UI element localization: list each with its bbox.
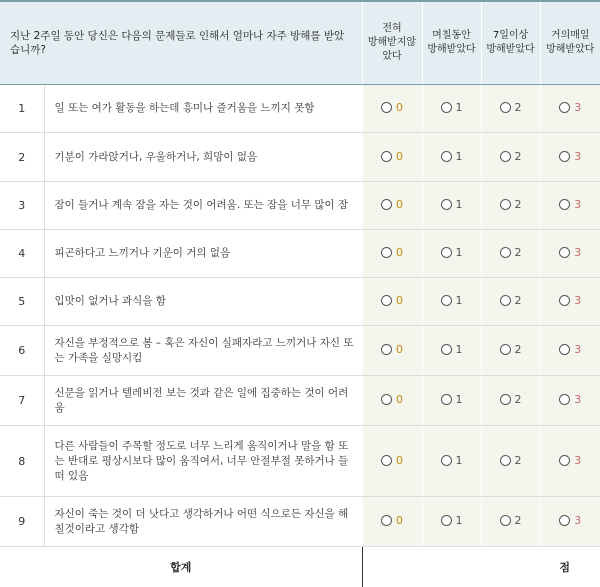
answer-value: 2: [514, 343, 522, 356]
question-text: 입맛이 없거나 과식을 함: [44, 278, 362, 326]
answer-radio-option[interactable]: [559, 393, 581, 406]
answer-value: 1: [455, 294, 463, 307]
radio-circle-icon[interactable]: [559, 151, 570, 162]
answer-cell: [362, 85, 422, 133]
option-header-line: 았다: [382, 51, 402, 62]
question-row: [0, 133, 600, 182]
answer-cell: [540, 326, 600, 376]
answer-radio-option[interactable]: [559, 150, 581, 163]
answer-radio-option[interactable]: [559, 514, 581, 527]
answer-radio-option[interactable]: [559, 343, 581, 356]
answer-value: 1: [455, 198, 463, 211]
answer-value: 0: [396, 246, 403, 259]
answer-value: 1: [455, 514, 463, 527]
answer-cell: [481, 426, 540, 497]
answer-cell: [362, 278, 422, 326]
radio-circle-icon[interactable]: [559, 344, 570, 355]
radio-circle-icon[interactable]: [500, 247, 511, 258]
question-number: 5: [0, 278, 44, 326]
answer-value: 3: [574, 514, 582, 527]
answer-radio-option[interactable]: [500, 514, 522, 527]
answer-value: 3: [574, 343, 582, 356]
answer-cell: [481, 230, 540, 278]
question-row: [0, 85, 600, 133]
answer-value: 2: [514, 149, 522, 163]
answer-cell: [422, 426, 481, 497]
radio-circle-icon[interactable]: [441, 247, 452, 258]
question-number: 1: [0, 85, 44, 133]
radio-circle-icon[interactable]: [500, 394, 511, 405]
header-row: [0, 1, 600, 85]
radio-circle-icon[interactable]: [381, 102, 392, 113]
answer-cell: [362, 376, 422, 426]
radio-circle-icon[interactable]: [500, 151, 511, 162]
radio-circle-icon[interactable]: [381, 394, 392, 405]
answer-value: 1: [455, 343, 463, 356]
answer-value: 0: [396, 343, 403, 356]
radio-circle-icon[interactable]: [381, 295, 392, 306]
answer-cell: [481, 326, 540, 376]
answer-value: 3: [574, 149, 582, 163]
option-header-line: 7일이상: [492, 30, 529, 41]
question-text: 다른 사람들이 주목할 정도로 너무 느리게 움직이거나 말을 함 또는 반대로 평상시보다 많이 움직여서, 너무 안절부절 못하거나 들떠 있음: [44, 426, 362, 497]
answer-cell: [481, 376, 540, 426]
question-row: [0, 182, 600, 230]
answer-cell: [540, 230, 600, 278]
answer-radio-option[interactable]: [500, 393, 522, 406]
question-row: [0, 230, 600, 278]
radio-circle-icon[interactable]: [441, 102, 452, 113]
answer-value: 2: [514, 453, 522, 467]
radio-circle-icon[interactable]: [441, 394, 452, 405]
radio-circle-icon[interactable]: [441, 455, 452, 466]
answer-cell: [422, 182, 481, 230]
answer-radio-option[interactable]: [381, 150, 403, 163]
radio-circle-icon[interactable]: [500, 102, 511, 113]
answer-cell: [540, 278, 600, 326]
answer-value: 0: [396, 149, 403, 163]
answer-radio-option[interactable]: [441, 454, 463, 467]
answer-value: 3: [574, 246, 582, 259]
answer-radio-option[interactable]: [441, 393, 463, 406]
answer-value: 2: [514, 198, 522, 211]
option-header-2: [481, 1, 540, 85]
question-text: 피곤하다고 느끼거나 기운이 거의 없음: [44, 230, 362, 278]
answer-radio-option[interactable]: [381, 246, 403, 259]
answer-radio-option[interactable]: [441, 294, 463, 307]
radio-circle-icon[interactable]: [381, 515, 392, 526]
radio-circle-icon[interactable]: [441, 199, 452, 210]
answer-value: 2: [514, 246, 522, 259]
option-header-0: [362, 1, 422, 85]
answer-value: 1: [455, 149, 463, 163]
answer-value: 3: [574, 393, 582, 406]
answer-value: 3: [574, 453, 582, 467]
question-row: [0, 426, 600, 497]
answer-value: 0: [396, 514, 403, 527]
answer-cell: [540, 85, 600, 133]
answer-radio-option[interactable]: [441, 198, 463, 211]
question-number: 9: [0, 497, 44, 547]
radio-circle-icon[interactable]: [381, 344, 392, 355]
answer-cell: [481, 85, 540, 133]
answer-cell: [362, 230, 422, 278]
question-number: 2: [0, 133, 44, 182]
answer-value: 2: [514, 514, 522, 527]
question-number: 3: [0, 182, 44, 230]
answer-cell: [422, 85, 481, 133]
answer-value: 1: [455, 453, 463, 467]
radio-circle-icon[interactable]: [559, 102, 570, 113]
answer-radio-option[interactable]: [441, 514, 463, 527]
answer-value: 3: [574, 198, 582, 211]
total-row: [0, 547, 600, 587]
total-score-unit: 점: [362, 547, 600, 587]
question-row: [0, 497, 600, 547]
answer-value: 1: [455, 393, 463, 406]
question-row: [0, 278, 600, 326]
answer-radio-option[interactable]: [500, 198, 522, 211]
answer-radio-option[interactable]: [381, 294, 403, 307]
answer-radio-option[interactable]: [381, 514, 403, 527]
answer-cell: [422, 278, 481, 326]
question-text: 일 또는 여가 활동을 하는데 흥미나 즐거움을 느끼지 못함: [44, 85, 362, 133]
radio-circle-icon[interactable]: [559, 199, 570, 210]
answer-cell: [362, 133, 422, 182]
answer-cell: [481, 497, 540, 547]
radio-circle-icon[interactable]: [500, 344, 511, 355]
question-text: 자신을 부정적으로 봄 – 혹은 자신이 실패자라고 느끼거나 자신 또는 가족을 실망시킴: [44, 326, 362, 376]
answer-cell: [481, 133, 540, 182]
answer-cell: [422, 133, 481, 182]
answer-value: 2: [514, 294, 522, 307]
answer-radio-option[interactable]: [559, 101, 581, 114]
answer-cell: [481, 182, 540, 230]
answer-radio-option[interactable]: [441, 343, 463, 356]
answer-radio-option[interactable]: [381, 343, 403, 356]
radio-circle-icon[interactable]: [381, 199, 392, 210]
question-header: 지난 2주일 동안 당신은 다음의 문제들로 인해서 얼마나 자주 방해를 받았습니까?: [0, 1, 362, 85]
answer-cell: [422, 376, 481, 426]
total-label: 합계: [0, 547, 362, 587]
option-header-line: 방해받지않: [367, 37, 417, 48]
answer-cell: [540, 376, 600, 426]
answer-radio-option[interactable]: [500, 101, 522, 114]
answer-value: 0: [396, 453, 403, 467]
option-header-line: 방해받았다: [427, 44, 476, 55]
answer-cell: [540, 497, 600, 547]
answer-radio-option[interactable]: [559, 294, 581, 307]
question-number: 8: [0, 426, 44, 497]
question-text: 자신이 죽는 것이 더 낫다고 생각하거나 어떤 식으로든 자신을 해칠것이라고 생각함: [44, 497, 362, 547]
answer-radio-option[interactable]: [559, 198, 581, 211]
answer-cell: [362, 326, 422, 376]
radio-circle-icon[interactable]: [559, 394, 570, 405]
radio-circle-icon[interactable]: [559, 455, 570, 466]
question-number: 6: [0, 326, 44, 376]
answer-value: 0: [396, 101, 403, 114]
answer-radio-option[interactable]: [559, 454, 581, 467]
radio-circle-icon[interactable]: [441, 151, 452, 162]
question-text: 기분이 가라앉거나, 우울하거나, 희망이 없음: [44, 133, 362, 182]
radio-circle-icon[interactable]: [381, 455, 392, 466]
question-number: 7: [0, 376, 44, 426]
answer-radio-option[interactable]: [381, 198, 403, 211]
radio-circle-icon[interactable]: [381, 151, 392, 162]
answer-radio-option[interactable]: [381, 101, 403, 114]
radio-circle-icon[interactable]: [441, 515, 452, 526]
option-header-3: [540, 1, 600, 85]
answer-value: 2: [514, 101, 522, 114]
option-header-line: 방해받았다: [486, 44, 535, 55]
radio-circle-icon[interactable]: [441, 295, 452, 306]
answer-radio-option[interactable]: [500, 343, 522, 356]
radio-circle-icon[interactable]: [441, 344, 452, 355]
option-header-line: 며칠동안: [432, 30, 471, 41]
answer-radio-option[interactable]: [381, 454, 403, 467]
answer-radio-option[interactable]: [441, 150, 463, 163]
answer-cell: [422, 230, 481, 278]
answer-value: 1: [455, 101, 463, 114]
answer-radio-option[interactable]: [441, 101, 463, 114]
radio-circle-icon[interactable]: [559, 295, 570, 306]
answer-radio-option[interactable]: [559, 246, 581, 259]
radio-circle-icon[interactable]: [500, 295, 511, 306]
answer-cell: [362, 497, 422, 547]
answer-value: 2: [514, 393, 522, 406]
radio-circle-icon[interactable]: [500, 455, 511, 466]
answer-radio-option[interactable]: [500, 454, 522, 467]
question-text: 잠이 들거나 계속 잠을 자는 것이 어려움. 또는 잠을 너무 많이 잠: [44, 182, 362, 230]
answer-value: 0: [396, 294, 403, 307]
question-rows: [0, 85, 600, 547]
option-header-line: 방해받았다: [546, 44, 595, 55]
question-row: [0, 376, 600, 426]
answer-cell: [422, 326, 481, 376]
answer-value: 0: [396, 393, 403, 406]
answer-cell: [422, 497, 481, 547]
radio-circle-icon[interactable]: [500, 199, 511, 210]
answer-value: 3: [574, 294, 582, 307]
answer-radio-option[interactable]: [500, 246, 522, 259]
question-text: 신문을 읽거나 텔레비전 보는 것과 같은 일에 집중하는 것이 어려움: [44, 376, 362, 426]
option-header-line: 거의매일: [550, 30, 590, 41]
radio-circle-icon[interactable]: [500, 515, 511, 526]
answer-radio-option[interactable]: [441, 246, 463, 259]
answer-radio-option[interactable]: [500, 294, 522, 307]
question-number: 4: [0, 230, 44, 278]
answer-radio-option[interactable]: [500, 150, 522, 163]
answer-cell: [362, 182, 422, 230]
answer-value: 1: [455, 246, 463, 259]
option-header-1: [422, 1, 481, 85]
answer-cell: [362, 426, 422, 497]
question-row: [0, 326, 600, 376]
option-header-line: 전혀: [382, 23, 402, 34]
answer-cell: [481, 278, 540, 326]
answer-cell: [540, 426, 600, 497]
answer-cell: [540, 133, 600, 182]
radio-circle-icon[interactable]: [559, 515, 570, 526]
answer-value: 3: [574, 101, 582, 114]
answer-value: 0: [396, 198, 403, 211]
answer-radio-option[interactable]: [381, 393, 403, 406]
radio-circle-icon[interactable]: [381, 247, 392, 258]
answer-cell: [540, 182, 600, 230]
radio-circle-icon[interactable]: [559, 247, 570, 258]
